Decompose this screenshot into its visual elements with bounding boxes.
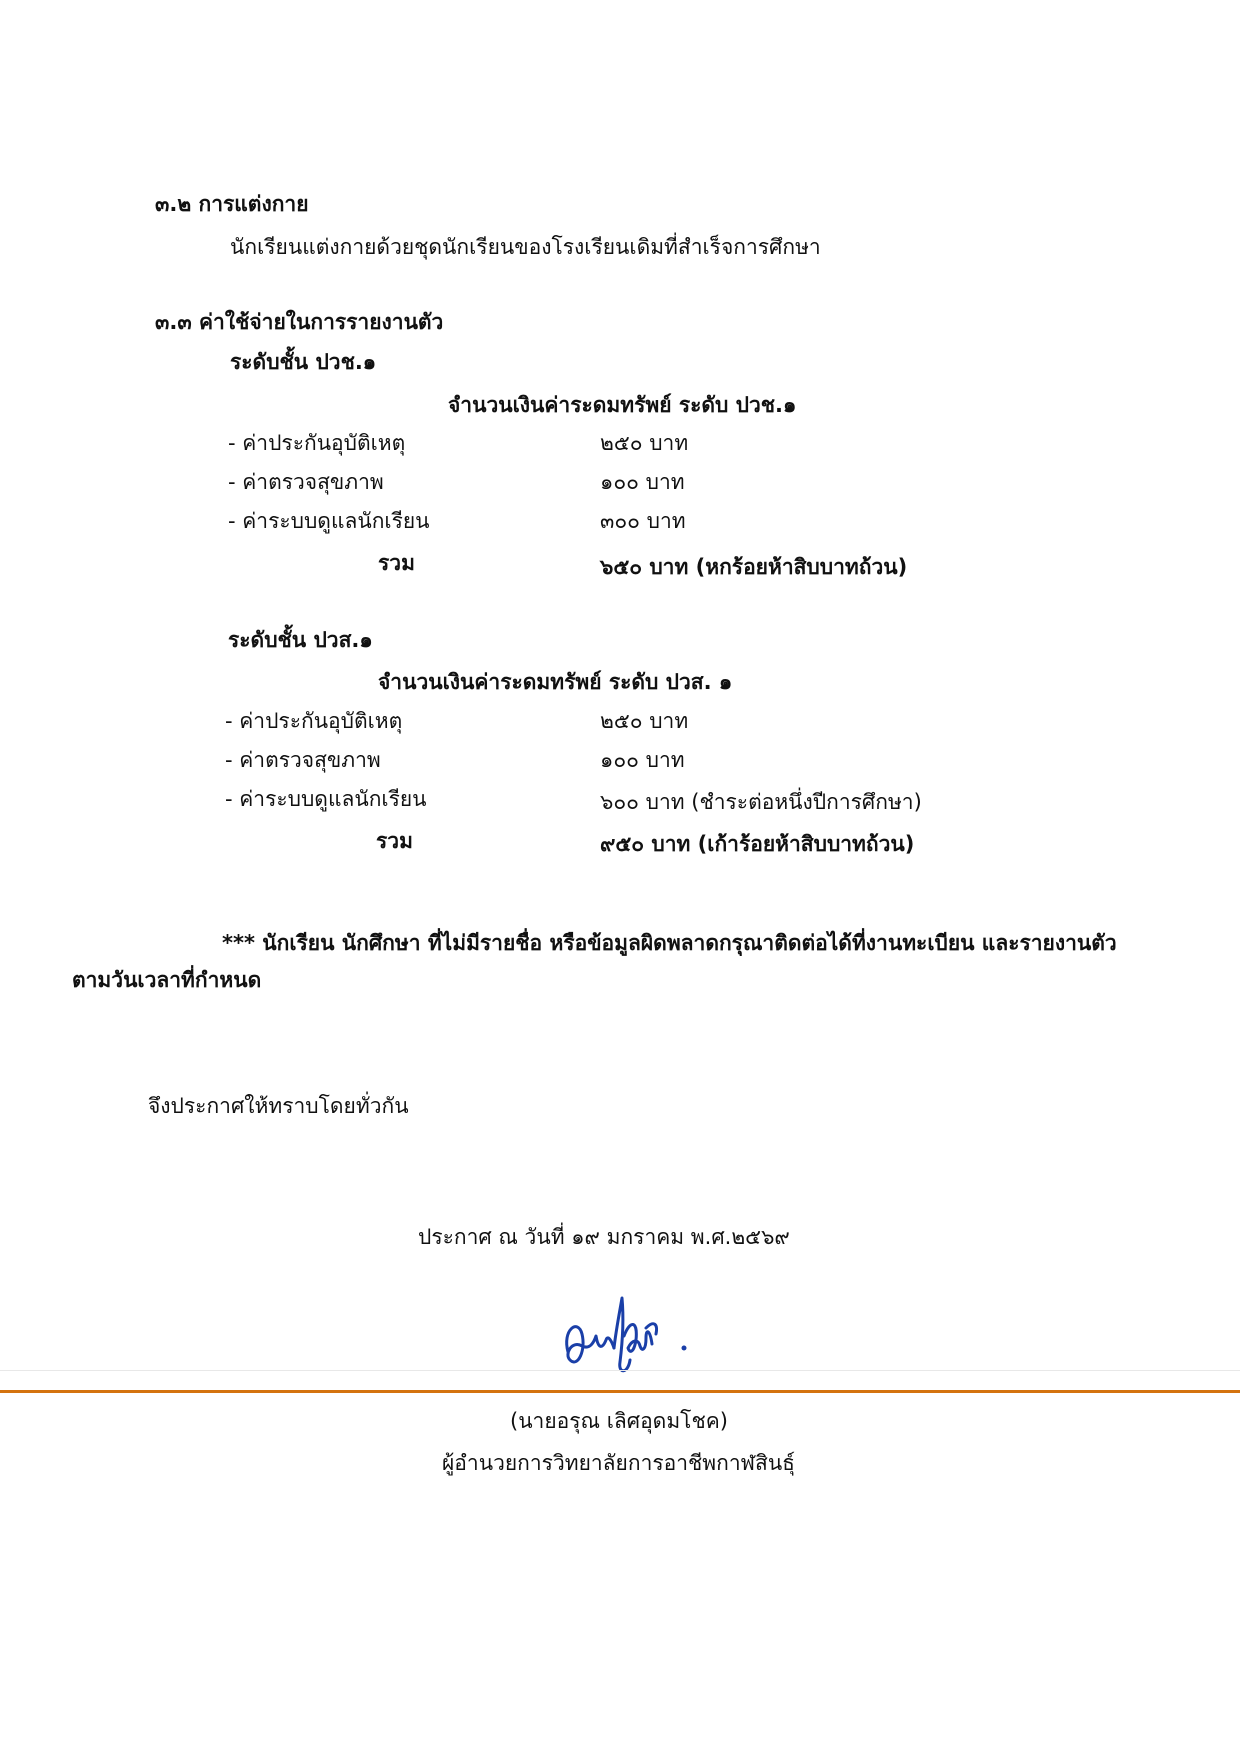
level2-item-label: - ค่าระบบดูแลนักเรียน bbox=[225, 787, 427, 811]
section-32-text: นักเรียนแต่งกายด้วยชุดนักเรียนของโรงเรียนเดิมที่สำเร็จการศึกษา bbox=[230, 235, 821, 259]
level1-item-label: - ค่าประกันอุบัติเหตุ bbox=[228, 431, 406, 455]
note-line-1: *** นักเรียน นักศึกษา ที่ไม่มีรายชื่อ หรือข้อมูลผิดพลาดกรุณาติดต่อได้ที่งานทะเบียน และรายงานตัว bbox=[222, 931, 1117, 955]
level1-title: ระดับชั้น ปวช.๑ bbox=[230, 350, 377, 374]
level2-subtitle: จำนวนเงินค่าระดมทรัพย์ ระดับ ปวส. ๑ bbox=[378, 670, 733, 694]
level2-item-amount: ๖๐๐ บาท (ชำระต่อหนึ่งปีการศึกษา) bbox=[600, 790, 922, 814]
level1-item-label: - ค่าตรวจสุขภาพ bbox=[228, 470, 384, 494]
signer-position: ผู้อำนวยการวิทยาลัยการอาชีพกาฬสินธุ์ bbox=[442, 1451, 795, 1475]
level1-subtitle: จำนวนเงินค่าระดมทรัพย์ ระดับ ปวช.๑ bbox=[448, 393, 797, 417]
level2-item-amount: ๑๐๐ บาท bbox=[600, 748, 685, 772]
date-line: ประกาศ ณ วันที่ ๑๙ มกราคม พ.ศ.๒๕๖๙ bbox=[418, 1225, 790, 1249]
level2-total-label: รวม bbox=[376, 829, 413, 853]
signer-name: (นายอรุณ เลิศอุดมโชค) bbox=[510, 1409, 728, 1433]
signature-mark bbox=[560, 1290, 710, 1380]
level2-item-amount: ๒๕๐ บาท bbox=[600, 709, 689, 733]
announcement: จึงประกาศให้ทราบโดยทั่วกัน bbox=[148, 1094, 409, 1118]
level1-item-amount: ๒๕๐ บาท bbox=[600, 431, 689, 455]
orange-rule bbox=[0, 1390, 1240, 1393]
level1-total-amount: ๖๕๐ บาท (หกร้อยห้าสิบบาทถ้วน) bbox=[600, 555, 908, 579]
level1-total-label: รวม bbox=[378, 551, 415, 575]
level2-item-label: - ค่าตรวจสุขภาพ bbox=[225, 748, 381, 772]
level2-item-label: - ค่าประกันอุบัติเหตุ bbox=[225, 709, 403, 733]
level1-item-amount: ๓๐๐ บาท bbox=[600, 509, 686, 533]
level1-item-amount: ๑๐๐ บาท bbox=[600, 470, 685, 494]
note-line-2: ตามวันเวลาที่กำหนด bbox=[72, 968, 262, 992]
level2-title: ระดับชั้น ปวส.๑ bbox=[228, 628, 373, 652]
level1-item-label: - ค่าระบบดูแลนักเรียน bbox=[228, 509, 430, 533]
level2-total-amount: ๙๕๐ บาท (เก้าร้อยห้าสิบบาทถ้วน) bbox=[600, 832, 915, 856]
faint-rule bbox=[0, 1370, 1240, 1371]
section-32-heading: ๓.๒ การแต่งกาย bbox=[155, 192, 309, 216]
section-33-heading: ๓.๓ ค่าใช้จ่ายในการรายงานตัว bbox=[155, 310, 444, 334]
